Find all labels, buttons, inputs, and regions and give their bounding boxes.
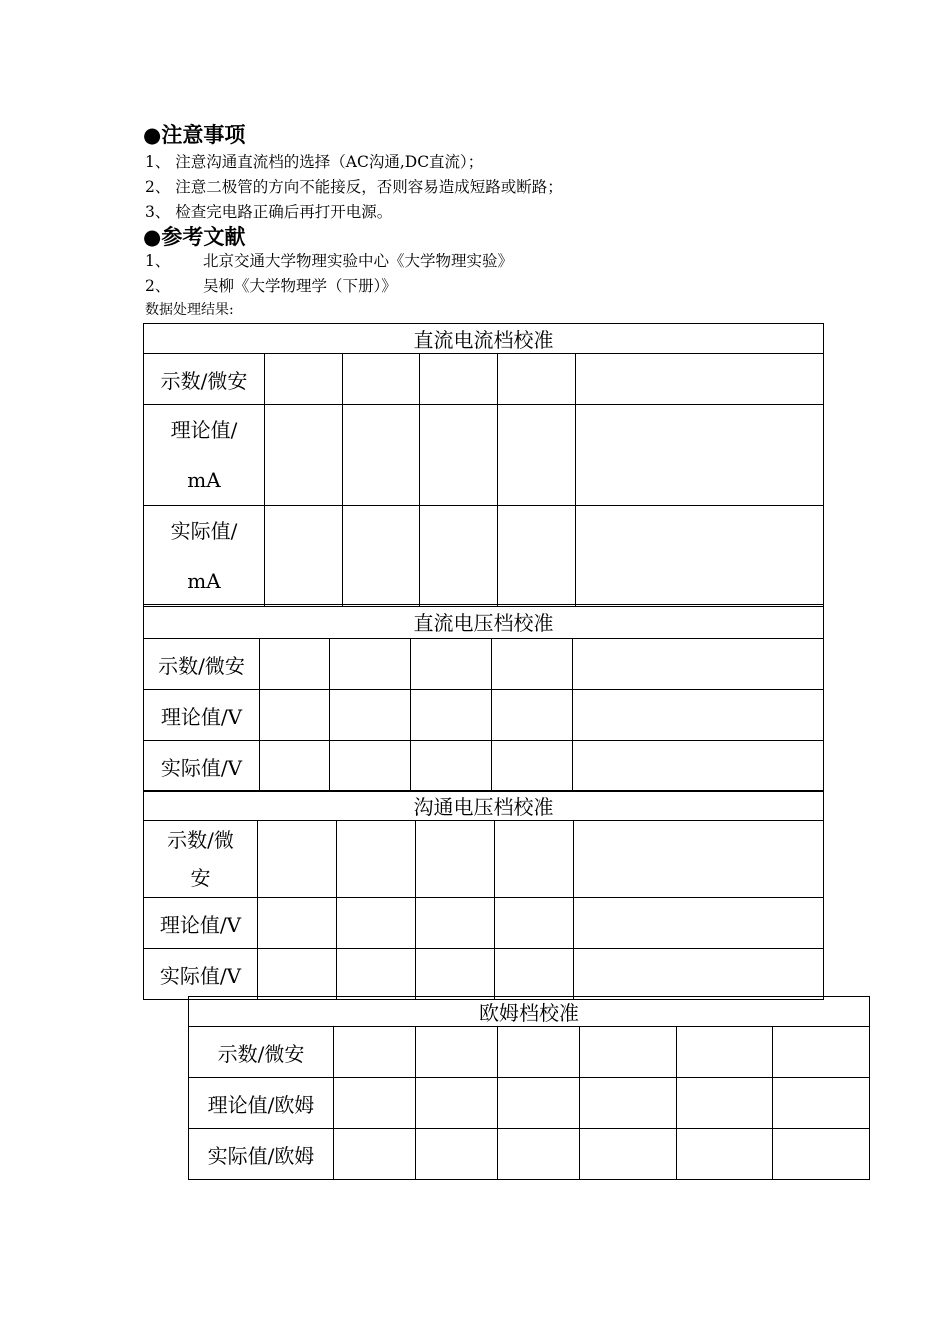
data-cell[interactable] bbox=[492, 741, 573, 792]
data-cell[interactable] bbox=[258, 821, 337, 898]
data-cell[interactable] bbox=[574, 821, 824, 898]
data-cell[interactable] bbox=[580, 1078, 677, 1129]
data-cell[interactable] bbox=[498, 405, 576, 506]
table-row bbox=[144, 639, 824, 690]
data-cell[interactable] bbox=[576, 405, 824, 506]
row-label: 理论值/ mA bbox=[144, 405, 265, 506]
table-row bbox=[189, 1129, 870, 1180]
data-cell[interactable] bbox=[498, 506, 576, 607]
notes-heading: ●注意事项 bbox=[143, 123, 246, 147]
data-cell[interactable] bbox=[773, 1027, 870, 1078]
data-cell[interactable] bbox=[265, 405, 343, 506]
note-item-3: 3、 检查完电路正确后再打开电源。 bbox=[145, 203, 393, 221]
data-cell[interactable] bbox=[495, 898, 574, 949]
row-label: 实际值/V bbox=[144, 949, 258, 1000]
data-cell[interactable] bbox=[576, 506, 824, 607]
data-cell[interactable] bbox=[677, 1078, 773, 1129]
data-cell[interactable] bbox=[258, 949, 337, 1000]
data-cell[interactable] bbox=[330, 639, 411, 690]
reference-item-2 bbox=[145, 276, 397, 296]
data-cell[interactable] bbox=[420, 354, 498, 405]
data-cell[interactable] bbox=[416, 1129, 498, 1180]
row-label: 理论值/欧姆 bbox=[189, 1078, 334, 1129]
note-item-2: 2、 注意二极管的方向不能接反，否则容易造成短路或断路； bbox=[145, 178, 563, 196]
data-cell[interactable] bbox=[330, 690, 411, 741]
reference-number: 2、 bbox=[145, 277, 171, 295]
data-cell[interactable] bbox=[337, 949, 416, 1000]
row-label: 理论值/V bbox=[144, 898, 258, 949]
data-cell[interactable] bbox=[420, 506, 498, 607]
data-cell[interactable] bbox=[260, 741, 330, 792]
data-cell[interactable] bbox=[576, 354, 824, 405]
data-cell[interactable] bbox=[574, 898, 824, 949]
data-cell[interactable] bbox=[492, 639, 573, 690]
data-cell[interactable] bbox=[580, 1027, 677, 1078]
table-row bbox=[189, 1078, 870, 1129]
data-cell[interactable] bbox=[343, 354, 420, 405]
table-row bbox=[144, 354, 824, 405]
row-label: 实际值/ mA bbox=[144, 506, 265, 607]
data-cell[interactable] bbox=[416, 821, 495, 898]
data-cell[interactable] bbox=[330, 741, 411, 792]
reference-text: 北京交通大学物理实验中心《大学物理实验》 bbox=[203, 252, 514, 270]
dc-current-table bbox=[143, 323, 824, 607]
data-cell[interactable] bbox=[492, 690, 573, 741]
table-row bbox=[144, 898, 824, 949]
data-cell[interactable] bbox=[337, 821, 416, 898]
row-label: 示数/微 安 bbox=[144, 821, 258, 898]
reference-number: 1、 bbox=[145, 252, 171, 270]
table-title: 沟通电压档校准 bbox=[144, 791, 824, 821]
table-row bbox=[144, 821, 824, 898]
ac-voltage-table bbox=[143, 790, 824, 1000]
table-title: 直流电流档校准 bbox=[144, 324, 824, 354]
data-cell[interactable] bbox=[574, 949, 824, 1000]
table-title: 欧姆档校准 bbox=[189, 997, 870, 1027]
dc-voltage-table bbox=[143, 604, 824, 792]
data-cell[interactable] bbox=[334, 1078, 416, 1129]
data-cell[interactable] bbox=[573, 639, 824, 690]
data-cell[interactable] bbox=[265, 354, 343, 405]
table-row bbox=[189, 1027, 870, 1078]
data-cell[interactable] bbox=[258, 898, 337, 949]
data-cell[interactable] bbox=[265, 506, 343, 607]
data-cell[interactable] bbox=[416, 898, 495, 949]
data-cell[interactable] bbox=[498, 354, 576, 405]
data-cell[interactable] bbox=[416, 1078, 498, 1129]
data-cell[interactable] bbox=[411, 741, 492, 792]
table-row bbox=[144, 405, 824, 506]
data-cell[interactable] bbox=[498, 1078, 580, 1129]
note-item-1: 1、 注意沟通直流档的选择（AC沟通,DC直流）； bbox=[145, 153, 484, 171]
reference-item-1 bbox=[145, 251, 513, 271]
row-label: 实际值/欧姆 bbox=[189, 1129, 334, 1180]
data-cell[interactable] bbox=[343, 405, 420, 506]
data-cell[interactable] bbox=[260, 690, 330, 741]
row-label: 示数/微安 bbox=[144, 354, 265, 405]
data-cell[interactable] bbox=[411, 690, 492, 741]
table-row bbox=[144, 690, 824, 741]
row-label: 示数/微安 bbox=[189, 1027, 334, 1078]
table-row bbox=[144, 741, 824, 792]
data-cell[interactable] bbox=[337, 898, 416, 949]
table-title: 直流电压档校准 bbox=[144, 605, 824, 639]
data-cell[interactable] bbox=[498, 1129, 580, 1180]
data-cell[interactable] bbox=[580, 1129, 677, 1180]
row-label: 实际值/V bbox=[144, 741, 260, 792]
data-cell[interactable] bbox=[416, 1027, 498, 1078]
row-label: 示数/微安 bbox=[144, 639, 260, 690]
data-cell[interactable] bbox=[260, 639, 330, 690]
data-cell[interactable] bbox=[573, 741, 824, 792]
row-label: 理论值/V bbox=[144, 690, 260, 741]
data-cell[interactable] bbox=[677, 1129, 773, 1180]
references-heading: ●参考文献 bbox=[143, 225, 246, 249]
table-row bbox=[144, 506, 824, 607]
data-cell[interactable] bbox=[773, 1129, 870, 1180]
data-cell[interactable] bbox=[677, 1027, 773, 1078]
ohm-table bbox=[188, 996, 870, 1180]
data-cell[interactable] bbox=[495, 821, 574, 898]
data-cell[interactable] bbox=[573, 690, 824, 741]
reference-text: 吴柳《大学物理学（下册）》 bbox=[203, 277, 397, 295]
data-cell[interactable] bbox=[343, 506, 420, 607]
data-cell[interactable] bbox=[773, 1078, 870, 1129]
data-cell[interactable] bbox=[334, 1027, 416, 1078]
table-row bbox=[144, 949, 824, 1000]
results-caption: 数据处理结果: bbox=[145, 302, 234, 318]
data-cell[interactable] bbox=[498, 1027, 580, 1078]
data-cell[interactable] bbox=[334, 1129, 416, 1180]
data-cell[interactable] bbox=[495, 949, 574, 1000]
data-cell[interactable] bbox=[411, 639, 492, 690]
data-cell[interactable] bbox=[416, 949, 495, 1000]
data-cell[interactable] bbox=[420, 405, 498, 506]
